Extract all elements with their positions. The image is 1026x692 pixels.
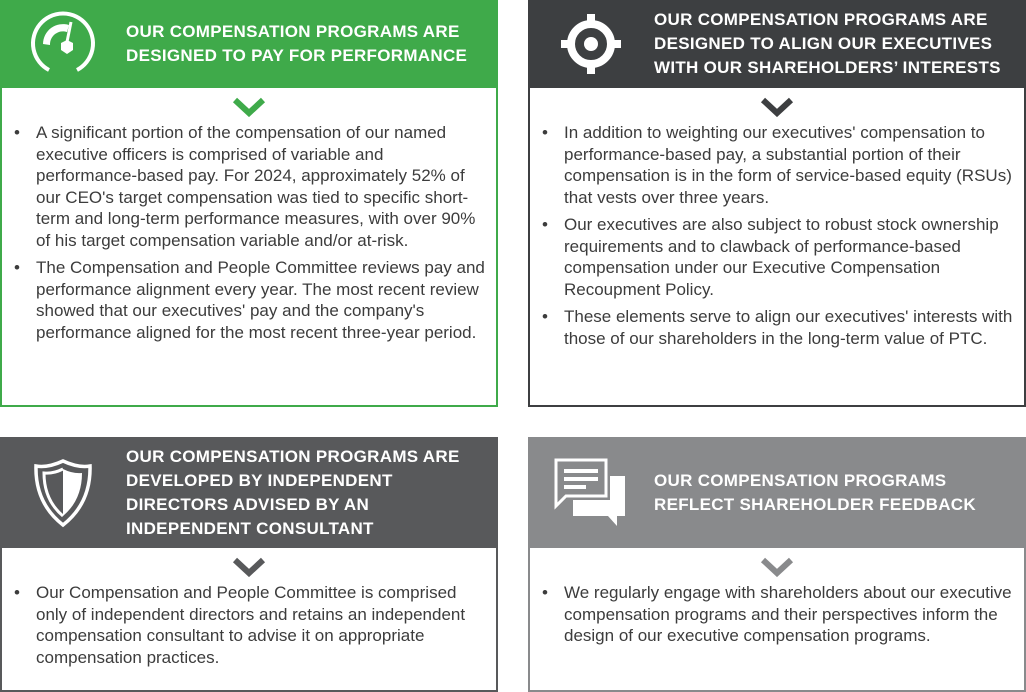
card-title: OUR COMPENSATION PROGRAMS REFLECT SHAREHOLDER FEEDBACK: [654, 470, 976, 514]
card-title: OUR COMPENSATION PROGRAMS ARE DEVELOPED BY INDEPENDENT DIRECTORS ADVISED BY AN INDEPENDENT CONSULTANT: [126, 446, 460, 538]
card-header: [0, 0, 498, 88]
shareholder-alignment-card: [528, 0, 1026, 407]
bullet-item: • Our Compensation and People Committee is comprised only of independent directors and retains an independent compensation consultant to advise it on appropriate compensation practices.: [12, 582, 486, 668]
chevron-down-icon: [12, 552, 486, 582]
chat-bubbles-icon: [528, 458, 654, 528]
independent-directors-card: [0, 437, 498, 692]
card-header: [0, 437, 498, 548]
card-header: [528, 0, 1026, 88]
card-title: OUR COMPENSATION PROGRAMS ARE DESIGNED TO ALIGN OUR EXECUTIVES WITH OUR SHAREHOLDERS’ INTERESTS: [654, 10, 1001, 77]
bullet-item: • We regularly engage with shareholders about our executive compensation programs and their perspectives inform the design of our executive compensation programs.: [540, 582, 1014, 647]
gauge-icon: [0, 10, 126, 78]
bullet-item: • In addition to weighting our executives' compensation to performance-based pay, a substantial portion of their compensation is in the form of service-based equity (RSUs) that vests over three years.: [540, 122, 1014, 208]
bullet-item: • The Compensation and People Committee reviews pay and performance alignment every year. The most recent review showed that our executives' pay and the company's performance aligned for the most recent three-year period.: [12, 257, 486, 343]
chevron-down-icon: [12, 92, 486, 122]
card-header: [528, 437, 1026, 548]
shareholder-feedback-card: [528, 437, 1026, 692]
shield-icon: [0, 458, 126, 528]
chevron-down-icon: [540, 552, 1014, 582]
pay-for-performance-card: [0, 0, 498, 407]
bullet-item: • A significant portion of the compensation of our named executive officers is comprised of variable and performance-based pay. For 2024, approximately 52% of our CEO's target compensation was tied to specific short-term and long-term performance measures, with over 90% of his target compensation variable and/or at-risk.: [12, 122, 486, 251]
bullet-item: • These elements serve to align our executives' interests with those of our shareholders in the long-term value of PTC.: [540, 306, 1014, 349]
chevron-down-icon: [540, 92, 1014, 122]
target-icon: [528, 12, 654, 76]
bullet-item: • Our executives are also subject to robust stock ownership requirements and to clawback of performance-based compensation under our Executive Compensation Recoupment Policy.: [540, 214, 1014, 300]
card-title: OUR COMPENSATION PROGRAMS ARE DESIGNED TO PAY FOR PERFORMANCE: [126, 22, 468, 65]
